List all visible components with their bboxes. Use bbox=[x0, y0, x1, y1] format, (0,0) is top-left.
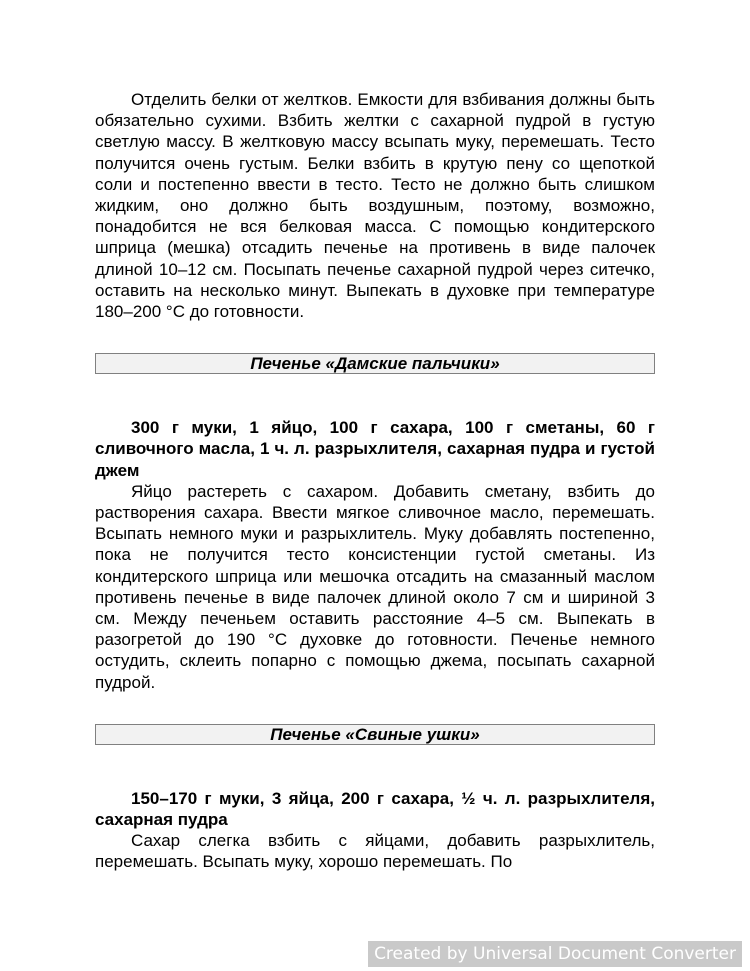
recipe-heading-ladyfingers: Печенье «Дамские пальчики» bbox=[95, 353, 655, 374]
ingredients-ladyfingers: 300 г муки, 1 яйцо, 100 г сахара, 100 г сметаны, 60 г сливочного масла, 1 ч. л. разрыхлителя, сахарная пудра и густой джем bbox=[95, 418, 655, 480]
method-pig-ears: Сахар слегка взбить с яйцами, добавить разрыхлитель, перемешать. Всыпать муку, хорошо перемешать. По bbox=[95, 831, 655, 872]
watermark-label: Created by Universal Document Converter bbox=[368, 941, 742, 967]
document-page bbox=[95, 89, 655, 873]
paragraph-intro: Отделить белки от желтков. Емкости для взбивания должны быть обязательно сухими. Взбить желтки с сахарной пудрой в густую светлую массу. В желтковую массу всыпать муку, перемешать. Тесто получится очень густым. Белки взбить в крутую пену со щепоткой соли и постепенно ввести в тесто. Тесто не должно быть слишком жидким, оно должно быть воздушным, поэтому, возможно, понадобится не вся белковая масса. С помощью кондитерского шприца (мешка) отсадить печенье на противень в виде палочек длиной 10–12 см. Посыпать печенье сахарной пудрой через ситечко, оставить на несколько минут. Выпекать в духовке при температуре 180–200 °С до готовности. bbox=[95, 90, 655, 322]
method-ladyfingers: Яйцо растереть с сахаром. Добавить сметану, взбить до растворения сахара. Ввести мягкое сливочное масло, перемешать. Всыпать немного муки и разрыхлитель. Муку добавлять постепенно, пока не получится тесто консистенции густой сметаны. Из кондитерского шприца или мешочка отсадить на смазанный маслом противень печенье в виде палочек длиной около 7 см и шириной 3 см. Между печеньем оставить расстояние 4–5 см. Выпекать в разогретой до 190 °С духовке до готовности. Печенье немного остудить, склеить попарно с помощью джема, посыпать сахарной пудрой. bbox=[95, 481, 655, 692]
ingredients-pig-ears: 150–170 г муки, 3 яйца, 200 г сахара, ½ ч. л. разрыхлителя, сахарная пудра bbox=[95, 788, 655, 830]
recipe-heading-pig-ears: Печенье «Свиные ушки» bbox=[95, 724, 655, 745]
